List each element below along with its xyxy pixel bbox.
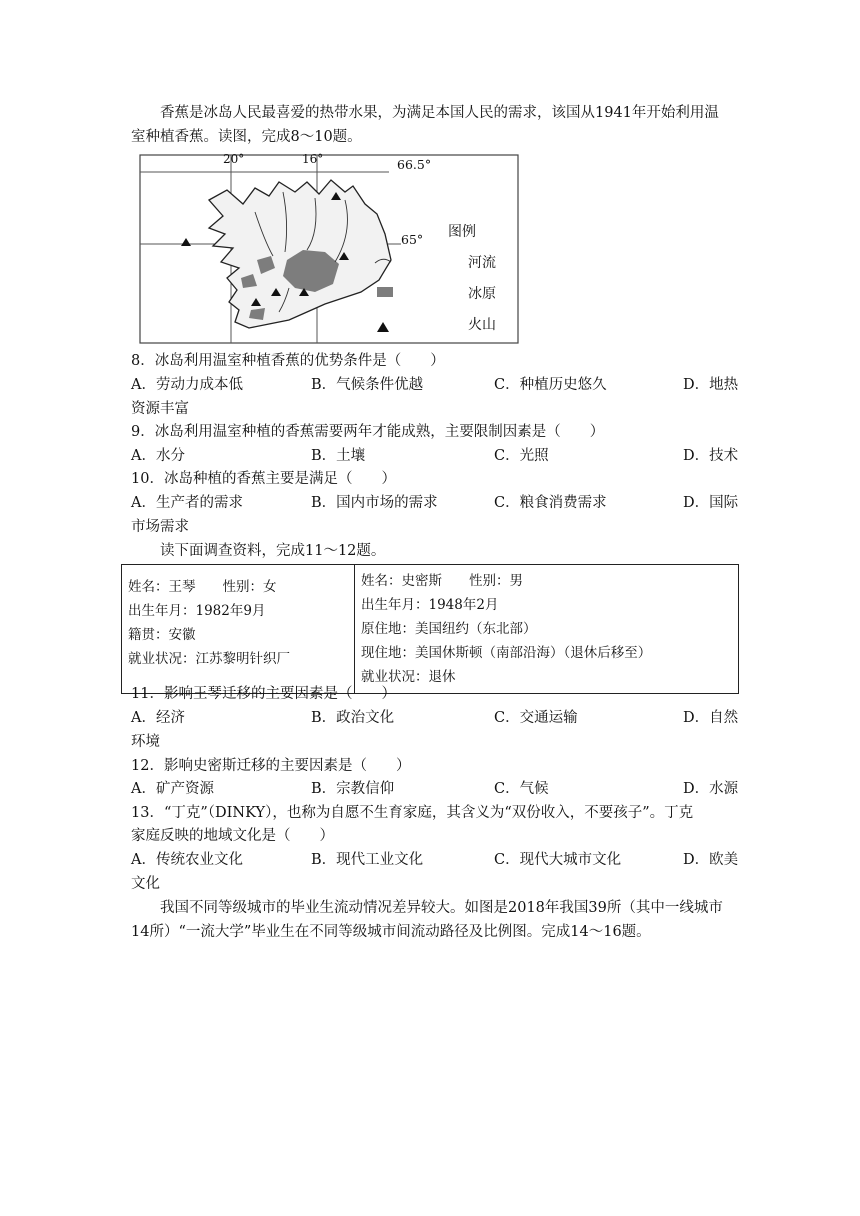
- q13-option-c: C．现代大城市文化: [494, 852, 622, 868]
- legend-river: 河流: [468, 255, 496, 271]
- smith-original-residence: 原住地：美国纽约（东北部）: [361, 621, 537, 637]
- q10-option-a: A．生产者的需求: [131, 495, 243, 511]
- q13-option-b: B．现代工业文化: [311, 852, 424, 868]
- wangqin-birth: 出生年月：1982年9月: [128, 603, 266, 619]
- smith-current-residence: 现住地：美国休斯顿（南部沿海）（退休后移至）: [361, 645, 652, 661]
- q12-option-a: A．矿产资源: [131, 781, 214, 797]
- wangqin-employment: 就业状况：江苏黎明针织厂: [128, 651, 290, 667]
- q11-stem: 11．影响王琴迁移的主要因素是（ ）: [131, 686, 396, 702]
- q10-option-d: D．国际: [683, 495, 739, 511]
- iceland-map-graphic: [139, 152, 519, 344]
- q12-stem: 12．影响史密斯迁移的主要因素是（ ）: [131, 758, 411, 774]
- wangqin-name-gender: 姓名：王琴 性别：女: [128, 579, 277, 595]
- q11-options: [131, 706, 739, 730]
- q11-option-d-continued: 环境: [131, 734, 160, 750]
- q10-options: [131, 491, 739, 515]
- latitude-label-mid: 65°: [401, 232, 424, 247]
- q10-option-c: C．粮食消费需求: [494, 495, 607, 511]
- iceland-map: [139, 152, 519, 344]
- q9-option-b: B．土壤: [311, 448, 366, 464]
- survey-person-wangqin: [122, 565, 355, 694]
- q13-stem-line-1: 13．“丁克”（DINKY），也称为自愿不生育家庭，其含义为“双份收入，不要孩子”。丁克: [131, 805, 694, 821]
- q13-option-a: A．传统农业文化: [131, 852, 243, 868]
- q12-option-d: D．水源: [683, 781, 739, 797]
- survey-table: [121, 564, 739, 694]
- q8-option-c: C．种植历史悠久: [494, 377, 607, 393]
- q11-option-c: C．交通运输: [494, 710, 578, 726]
- q8-option-d-continued: 资源丰富: [131, 401, 189, 417]
- q8-stem: 8．冰岛利用温室种植香蕉的优势条件是（ ）: [131, 353, 445, 369]
- survey-person-smith: [355, 565, 739, 694]
- q13-option-d-continued: 文化: [131, 876, 160, 892]
- smith-name-gender: 姓名：史密斯 性别：男: [361, 573, 523, 589]
- q12-option-b: B．宗教信仰: [311, 781, 395, 797]
- smith-birth: 出生年月：1948年2月: [361, 597, 499, 613]
- longitude-label-right: 16°: [302, 152, 324, 166]
- q9-option-d: D．技术: [683, 448, 739, 464]
- q8-option-a: A．劳动力成本低: [131, 377, 243, 393]
- q10-stem: 10．冰岛种植的香蕉主要是满足（ ）: [131, 471, 396, 487]
- q13-stem-line-2: 家庭反映的地域文化是（ ）: [131, 828, 334, 844]
- q9-option-c: C．光照: [494, 448, 549, 464]
- q12-option-c: C．气候: [494, 781, 549, 797]
- smith-employment: 就业状况：退休: [361, 669, 456, 685]
- q11-option-a: A．经济: [131, 710, 185, 726]
- q11-option-b: B．政治文化: [311, 710, 395, 726]
- intro-paragraph-3: 我国不同等级城市的毕业生流动情况差异较大。如图是2018年我国39所（其中一线城市14所）“一流大学”毕业生在不同等级城市间流动路径及比例图。完成14～16题。: [131, 900, 723, 940]
- q9-option-a: A．水分: [131, 448, 185, 464]
- wangqin-native-place: 籍贯：安徽: [128, 627, 196, 643]
- q10-option-b: B．国内市场的需求: [311, 495, 438, 511]
- q11-option-d: D．自然: [683, 710, 739, 726]
- legend-title: 图例: [448, 224, 476, 240]
- latitude-label-top: 66.5°: [397, 157, 432, 172]
- q8-option-b: B．气候条件优越: [311, 377, 424, 393]
- intro-paragraph-1: 香蕉是冰岛人民最喜爱的热带水果，为满足本国人民的需求，该国从1941年开始利用温室种植香蕉。读图，完成8～10题。: [131, 105, 719, 145]
- q8-option-d: D．地热: [683, 377, 739, 393]
- q9-options: [131, 444, 739, 468]
- q10-option-d-continued: 市场需求: [131, 519, 189, 535]
- legend-volcano: 火山: [468, 317, 496, 333]
- q8-options: [131, 373, 739, 397]
- legend-glacier: 冰原: [468, 286, 496, 302]
- q9-stem: 9．冰岛利用温室种植的香蕉需要两年才能成熟，主要限制因素是（ ）: [131, 424, 605, 440]
- q13-options: [131, 848, 739, 872]
- intro-paragraph-2: 读下面调查资料，完成11～12题。: [160, 543, 386, 559]
- longitude-label-left: 20°: [223, 152, 245, 166]
- q12-options: [131, 777, 739, 801]
- q13-option-d: D．欧美: [683, 852, 739, 868]
